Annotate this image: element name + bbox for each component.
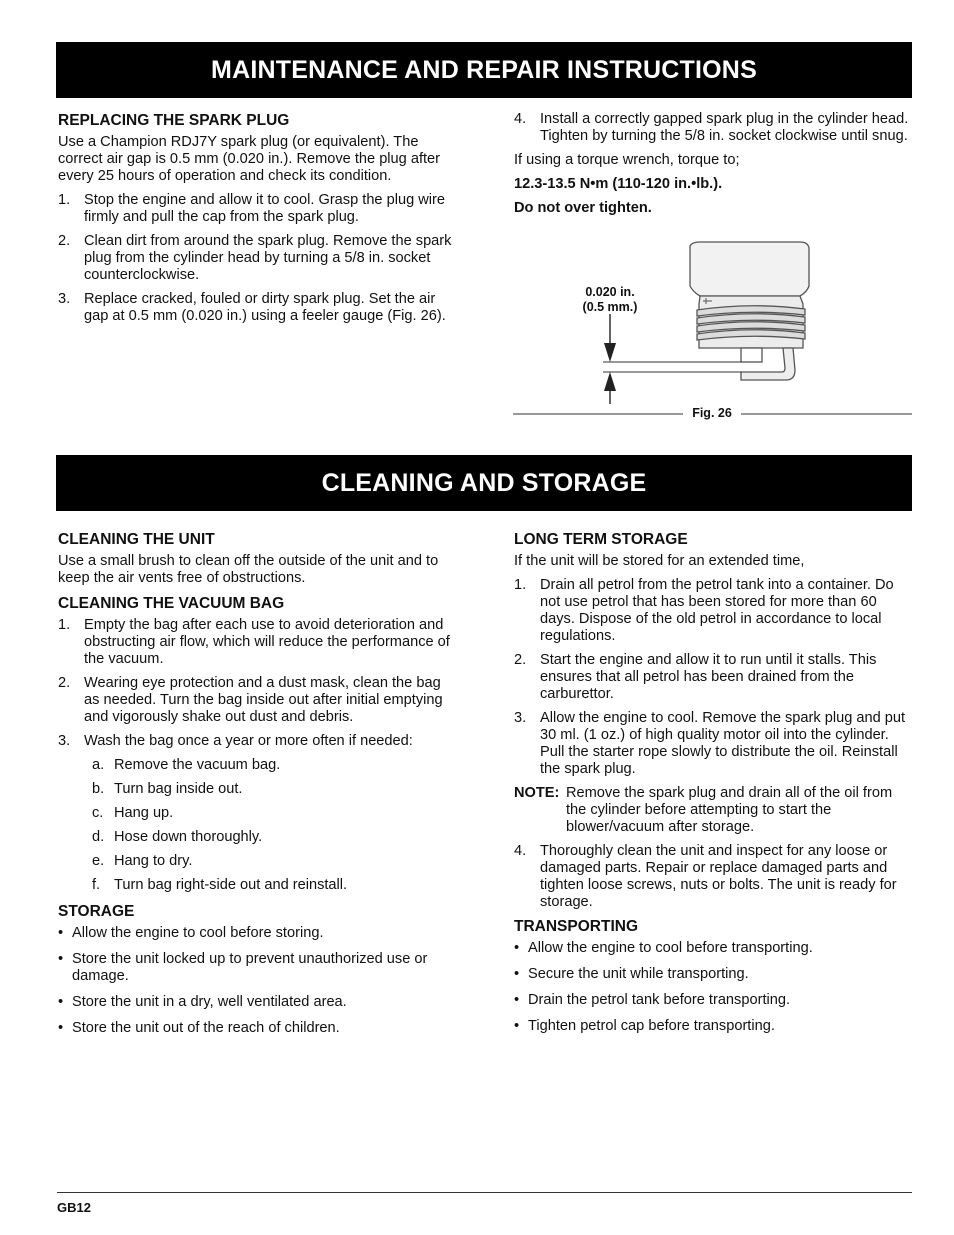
footer-rule — [57, 1192, 912, 1193]
long-term-step: 3. Allow the engine to cool. Remove the spark plug and put 30 ml. (1 oz.) of high quality motor oil into the cylinder. Pull the starter rope slowly to distribute the oil. Reinstall the spark plug. — [514, 710, 906, 777]
vacuum-bag-heading: CLEANING THE VACUUM BAG — [58, 595, 285, 612]
bag-step: 2. Wearing eye protection and a dust mask, clean the bag as needed. Turn the bag inside out after initial emptying and vigorously shake out dust and debris. — [58, 675, 443, 725]
cleaning-banner — [56, 455, 912, 511]
torque-warning: Do not over tighten. — [514, 200, 652, 216]
cleaning-title: CLEANING AND STORAGE — [321, 468, 647, 497]
torque-intro: If using a torque wrench, torque to; — [514, 152, 740, 168]
gap-arrow-down — [604, 343, 616, 362]
transport-item: • Tighten petrol cap before transporting. — [514, 1018, 775, 1034]
bag-step: 3. Wash the bag once a year or more often if needed: — [58, 733, 413, 749]
wash-step: c. Hang up. — [92, 805, 174, 821]
transport-item: • Secure the unit while transporting. — [514, 966, 749, 982]
storage-item: • Store the unit in a dry, well ventilated area. — [58, 994, 347, 1010]
maintenance-banner — [56, 42, 912, 98]
storage-heading: STORAGE — [58, 903, 135, 920]
spark-plug-figure — [0, 230, 954, 430]
spark-step: 2. Clean dirt from around the spark plug. Remove the spark plug from the cylinder head by turning a 5/8 in. socket counterclockwise. — [58, 233, 452, 283]
wash-step: a. Remove the vacuum bag. — [92, 757, 281, 773]
cleaning-unit-text: Use a small brush to clean off the outside of the unit and to keep the air vents free of obstructions. — [58, 553, 439, 586]
spark-plug-insulator — [690, 242, 809, 296]
storage-note: NOTE: Remove the spark plug and drain all of the oil from the cylinder before attempting to start the blower/vacuum after storage. — [514, 785, 893, 835]
center-electrode — [741, 348, 762, 362]
cleaning-section — [58, 531, 458, 1046]
long-term-step: 1. Drain all petrol from the petrol tank into a container. Do not use petrol that has been stored for more than 60 days. Dispose of the old petrol in accordance to local regulations. — [514, 577, 894, 644]
wash-step: f. Turn bag right-side out and reinstall. — [92, 877, 348, 893]
spark-plug-intro: Use a Champion RDJ7Y spark plug (or equivalent). The correct air gap is 0.5 mm (0.020 in.). Remove the plug after every 25 hours of operation and check its condition. — [58, 134, 441, 184]
figure-caption: Fig. 26 — [692, 406, 732, 420]
cleaning-unit-heading: CLEANING THE UNIT — [58, 531, 215, 548]
maintenance-title: MAINTENANCE AND REPAIR INSTRUCTIONS — [211, 55, 757, 84]
long-term-step: 4. Thoroughly clean the unit and inspect for any loose or damaged parts. Repair or replace damaged parts and tighten loose screws, nuts or bolts. The unit is ready for storage. — [514, 843, 897, 910]
long-term-intro: If the unit will be stored for an extended time, — [514, 553, 805, 569]
spark-step: 4. Install a correctly gapped spark plug in the cylinder head. Tighten by turning the 5/8 in. socket clockwise until snug. — [514, 111, 909, 144]
wash-step: d. Hose down thoroughly. — [92, 829, 263, 845]
long-term-section — [514, 531, 912, 1044]
spark-step: 3. Replace cracked, fouled or dirty spark plug. Set the air gap at 0.5 mm (0.020 in.) using a feeler gauge (Fig. 26). — [58, 291, 446, 324]
page-number: GB12 — [57, 1200, 91, 1215]
wash-step: e. Hang to dry. — [92, 853, 193, 869]
long-term-heading: LONG TERM STORAGE — [514, 531, 688, 548]
torque-value: 12.3-13.5 N•m (110-120 in.•lb.). — [514, 176, 723, 192]
storage-item: • Store the unit out of the reach of children. — [58, 1020, 340, 1036]
bag-step: 1. Empty the bag after each use to avoid deterioration and obstructing air flow, which will reduce the performance of the vacuum. — [58, 617, 450, 667]
transporting-heading: TRANSPORTING — [514, 918, 638, 935]
long-term-step: 2. Start the engine and allow it to run until it stalls. This ensures that all petrol has been drained from the carburettor. — [514, 652, 877, 702]
gap-label: 0.020 in. (0.5 mm.) — [582, 285, 638, 314]
spark-plug-continued — [514, 111, 912, 224]
gap-arrow-up — [604, 372, 616, 391]
storage-item: • Allow the engine to cool before storing. — [58, 925, 324, 941]
storage-item: • Store the unit locked up to prevent unauthorized use or damage. — [58, 951, 428, 984]
transport-item: • Drain the petrol tank before transporting. — [514, 992, 791, 1008]
transport-item: • Allow the engine to cool before transporting. — [514, 940, 813, 956]
spark-plug-heading: REPLACING THE SPARK PLUG — [58, 112, 290, 129]
wash-step: b. Turn bag inside out. — [92, 781, 243, 797]
spark-step: 1. Stop the engine and allow it to cool. Grasp the plug wire firmly and pull the cap from the spark plug. — [58, 192, 446, 225]
